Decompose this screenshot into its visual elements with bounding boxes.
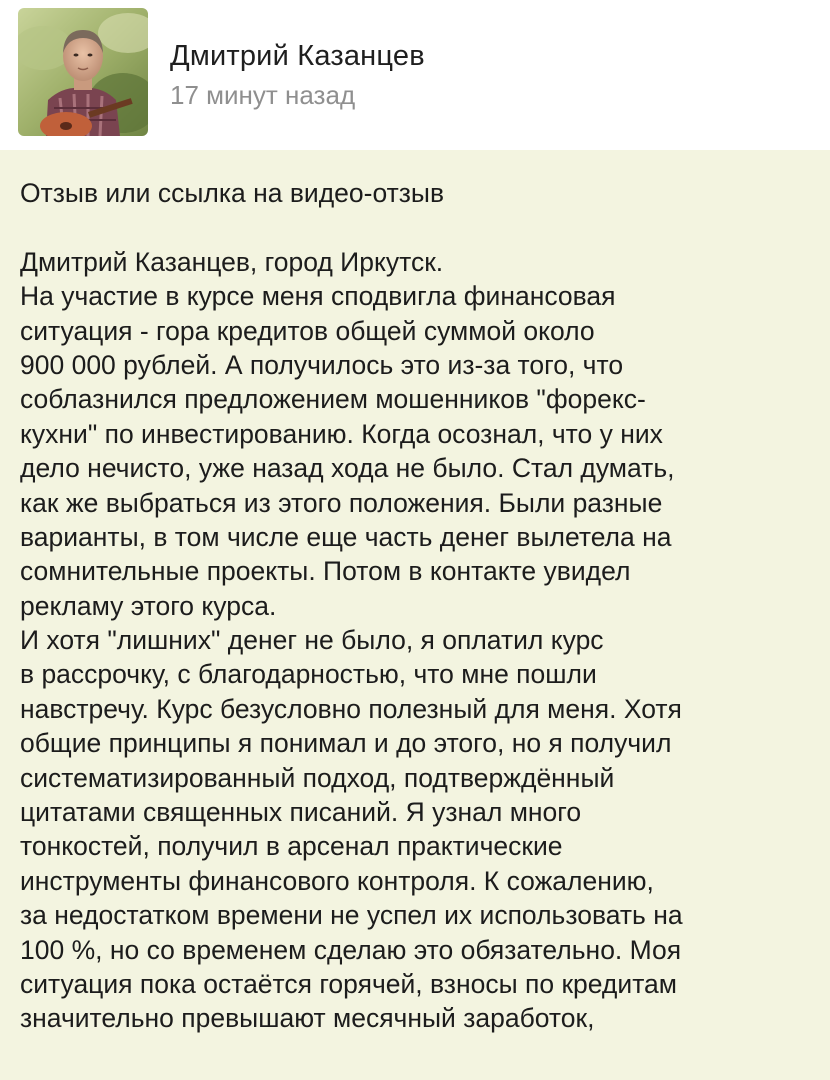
body-line: ситуация пока остаётся горячей, взносы по кредитам (20, 968, 677, 999)
body-line: дело нечисто, уже назад хода не было. Стал думать, (20, 453, 675, 484)
body-line: сомнительные проекты. Потом в контакте увидел (20, 556, 631, 587)
body-line: инструменты финансового контроля. К сожалению, (20, 865, 654, 896)
body-line: цитатами священных писаний. Я узнал много (20, 797, 582, 828)
body-line: варианты, в том числе еще часть денег вылетела на (20, 521, 672, 552)
body-line: как же выбраться из этого положения. Были разные (20, 487, 663, 518)
post-header (0, 0, 830, 150)
post-timestamp: 17 минут назад (170, 80, 356, 110)
body-line: за недостатком времени не успел их использовать на (20, 900, 683, 931)
post-text (20, 176, 820, 1036)
author-name[interactable]: Дмитрий Казанцев (170, 40, 425, 72)
body-line: тонкостей, получил в арсенал практические (20, 831, 563, 862)
body-line: общие принципы я понимал и до этого, но я получил (20, 728, 672, 759)
avatar-photo (18, 8, 148, 136)
body-line: кухни" по инвестированию. Когда осознал, что у них (20, 418, 663, 449)
post-heading: Отзыв или ссылка на видео-отзыв (20, 178, 445, 208)
body-line: На участие в курсе меня сподвигла финансовая (20, 281, 616, 312)
body-line: Дмитрий Казанцев, город Иркутск. (20, 246, 444, 277)
post-content (0, 150, 830, 1080)
body-line: 100 %, но со временем сделаю это обязательно. Моя (20, 934, 682, 965)
body-line: систематизированный подход, подтверждённый (20, 762, 615, 793)
avatar[interactable] (18, 8, 148, 136)
body-line: навстречу. Курс безусловно полезный для меня. Хотя (20, 693, 682, 724)
body-line: И хотя "лишних" денег не было, я оплатил курс (20, 625, 604, 656)
body-line: 900 000 рублей. А получилось это из-за того, что (20, 349, 624, 380)
body-line: значительно превышают месячный заработок, (20, 1003, 595, 1034)
body-line: ситуация - гора кредитов общей суммой около (20, 315, 595, 346)
body-line: в рассрочку, с благодарностью, что мне пошли (20, 659, 597, 690)
body-line: рекламу этого курса. (20, 590, 277, 621)
body-line: соблазнился предложением мошенников "форекс- (20, 384, 646, 415)
blank-line (20, 210, 820, 244)
